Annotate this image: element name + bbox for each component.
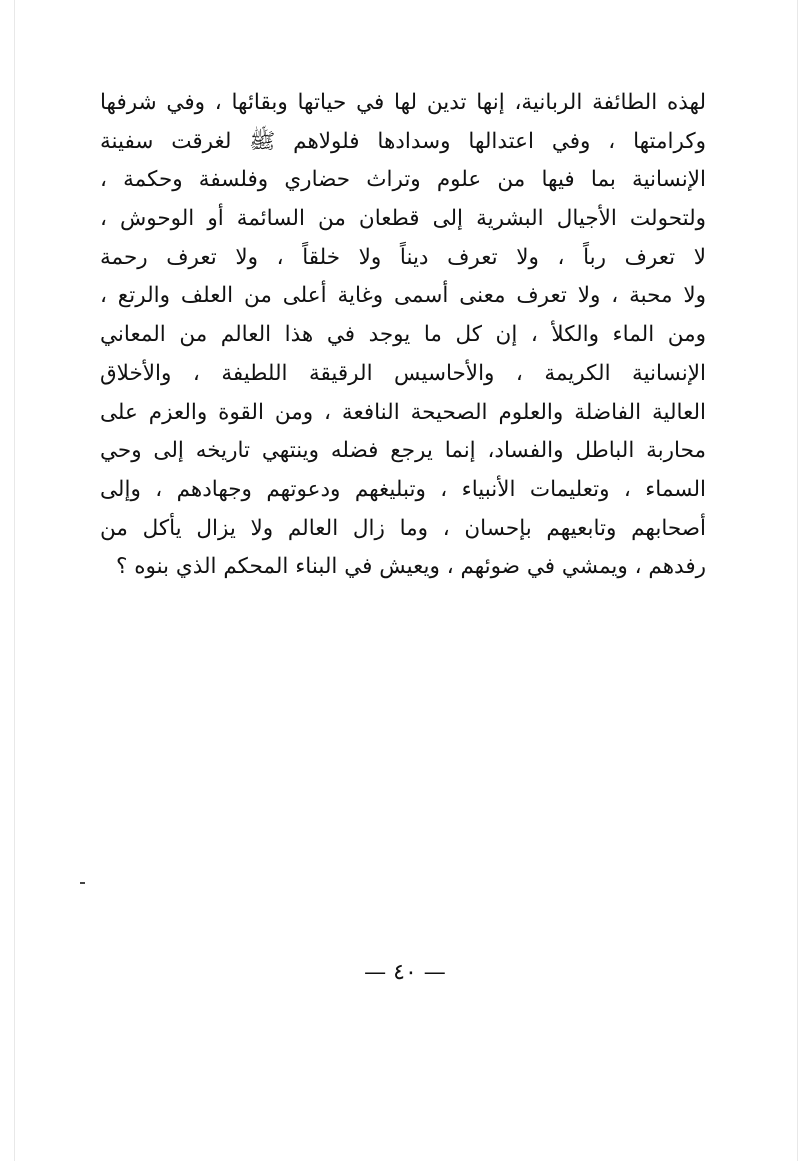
scan-edge-right (797, 0, 798, 1161)
text-line: لا تعرف رباً ، ولا تعرف ديناً ولا خلقاً ، ولا تعرف رحمة (100, 244, 706, 270)
scan-speck (80, 882, 85, 884)
text-line: وكرامتها ، وفي اعتدالها وسدادها فلولاهم ﷺ لغرقت سفينة (100, 128, 706, 154)
scan-edge-left (14, 0, 15, 1161)
text-line: الإنسانية بما فيها من علوم وتراث حضاري وفلسفة وحكمة ، (100, 167, 706, 193)
text-line: ولتحولت الأجيال البشرية إلى قطعان من السائمة أو الوحوش ، (100, 206, 706, 232)
text-line: السماء ، وتعليمات الأنبياء ، وتبليغهم ودعوتهم وجهادهم ، وإلى (100, 476, 706, 502)
page-number: — ٤٠ — (364, 960, 446, 985)
text-line: الإنسانية الكريمة ، والأحاسيس الرقيقة اللطيفة ، والأخلاق (100, 360, 706, 386)
text-line: ولا محبة ، ولا تعرف معنى أسمى وغاية أعلى من العلف والرتع ، (100, 283, 706, 309)
text-line: محاربة الباطل والفساد، إنما يرجع فضله وينتهي تاريخه إلى وحي (100, 438, 706, 464)
body-text (100, 84, 706, 587)
text-line: أصحابهم وتابعيهم بإحسان ، وما زال العالم ولا يزال يأكل من (100, 515, 706, 541)
text-line: العالية الفاضلة والعلوم الصحيحة النافعة ، ومن القوة والعزم على (100, 399, 706, 425)
text-line: ومن الماء والكلأ ، إن كل ما يوجد في هذا العالم من المعاني (100, 322, 706, 348)
text-line: لهذه الطائفة الربانية، إنها تدين لها في حياتها وبقائها ، وفي شرفها (100, 90, 706, 115)
text-line: رفدهم ، ويمشي في ضوئهم ، ويعيش في البناء المحكم الذي بنوه ؟ (115, 554, 706, 580)
